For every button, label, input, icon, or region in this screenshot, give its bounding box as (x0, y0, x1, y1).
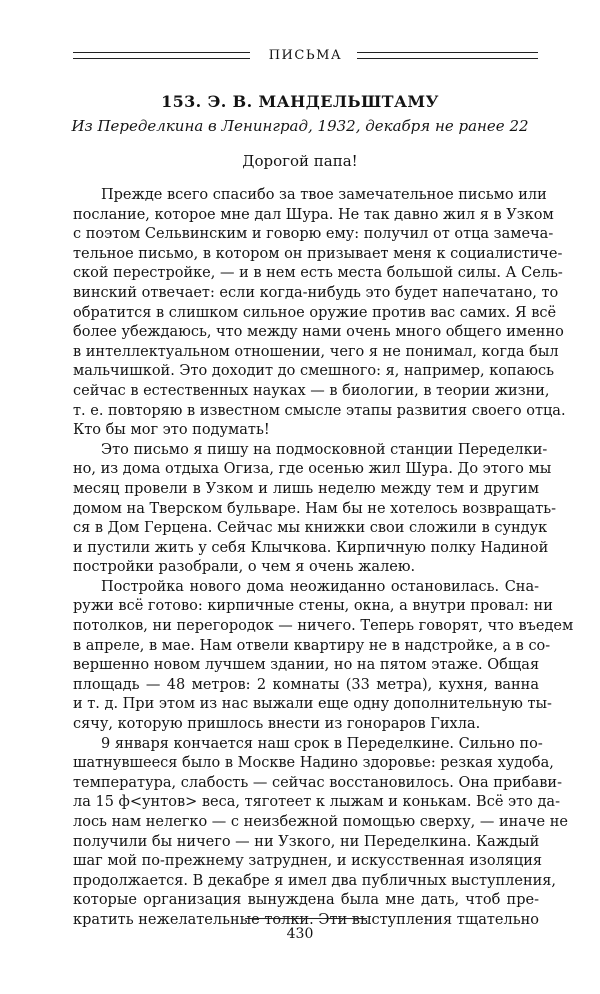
text-line: послание, которое мне дал Шура. Не так давно жил я в Узком (73, 206, 554, 223)
text-line: мальчишкой. Это доходит до смешного: я, например, копаюсь (73, 363, 555, 380)
text-line: Постройка нового дома неожиданно остановилась. Сна- (101, 578, 539, 595)
text-line: но, из дома отдыха Огиза, где осенью жил Шура. До этого мы (73, 461, 552, 478)
letter-dateline: Из Переделкина в Ленинград, 1932, декабря не ранее 22 (71, 117, 529, 135)
text-line: лось нам нелегко — с неизбежной помощью сверху, — иначе не (73, 814, 568, 830)
text-line: шатнувшееся было в Москве Надино здоровье: резкая худоба, (73, 755, 554, 772)
text-line: вершенно новом лучшем здании, но на пятом этаже. Общая (73, 657, 540, 674)
text-line: Это письмо я пишу на подмосковной станции Переделки- (101, 441, 548, 458)
text-line: домом на Тверском бульваре. Нам бы не хотелось возвращать- (73, 500, 557, 517)
page-number: 430 (286, 926, 314, 942)
letter-salutation: Дорогой папа! (242, 152, 358, 170)
text-line: площадь — 48 метров: 2 комнаты (33 метра), кухня, ванна (73, 676, 539, 693)
text-line: кратить нежелательные толки. Эти выступления тщательно (73, 911, 539, 928)
text-line: температура, слабость — сейчас восстановилось. Она прибави- (73, 774, 562, 791)
text-line: получили бы ничего — ни Узкого, ни Переделкина. Каждый (73, 833, 540, 850)
text-line: винский отвечает: если когда-нибудь это будет напечатано, то (73, 284, 559, 301)
running-title: ПИСЬМА (268, 48, 343, 63)
text-line: ла 15 ф<унтов> веса, тяготеет к лыжам и конькам. Всё это да- (73, 794, 560, 811)
text-line: продолжается. В декабре я имел два публичных выступления, (73, 872, 557, 889)
footer-rule (245, 918, 367, 919)
text-line: Прежде всего спасибо за твое замечательное письмо или (101, 187, 547, 203)
text-line: месяц провели в Узком и лишь неделю между тем и другим (73, 480, 539, 497)
text-line: ружи всё готово: кирпичные стены, окна, а внутри провал: ни (73, 598, 553, 615)
text-line: и т. д. При этом из нас выжали еще одну дополнительную ты- (73, 696, 552, 713)
letter-title: 153. Э. В. МАНДЕЛЬШТАМУ (161, 92, 439, 111)
text-line: обратится в слишком сильное оружие против вас самих. Я всё (73, 304, 557, 321)
text-line: и пустили жить у себя Клычкова. Кирпичную полку Надиной (73, 539, 549, 556)
text-line: потолков, ни перегородок — ничего. Теперь говорят, что въедем (73, 618, 574, 635)
text-line: сейчас в естественных науках — в биологии, в теории жизни, (73, 382, 550, 399)
text-line: тельное письмо, в котором он призывает меня к социалистиче- (73, 245, 563, 262)
letter-body (73, 186, 574, 931)
text-line: в интеллектуальном отношении, чего я не понимал, когда был (73, 343, 559, 360)
text-line: т. е. повторяю в известном смысле этапы развития своего отца. (73, 402, 566, 419)
text-line: с поэтом Сельвинским и говорю ему: получил от отца замеча- (73, 226, 554, 243)
text-line: более убеждаюсь, что между нами очень много общего именно (73, 324, 564, 341)
text-line: постройки разобрали, о чем я очень жалею. (73, 559, 416, 576)
text-line: шаг мой по-прежнему затруднен, и искусственная изоляция (73, 853, 543, 870)
text-line: ской перестройке, — и в нем есть места большой силы. А Сель- (73, 265, 563, 282)
text-line: 9 января кончается наш срок в Переделкине. Сильно по- (101, 735, 543, 752)
running-header (73, 50, 538, 64)
text-line: Кто бы мог это подумать! (73, 422, 270, 439)
text-line: сячу, которую пришлось внести из гонораров Гихла. (73, 716, 481, 733)
text-line: в апреле, в мае. Нам отвели квартиру не в надстройке, а в со- (73, 637, 551, 654)
text-line: ся в Дом Герцена. Сейчас мы книжки свои сложили в сундук (73, 520, 548, 537)
text-line: которые организация вынуждена была мне дать, чтоб пре- (73, 892, 539, 909)
